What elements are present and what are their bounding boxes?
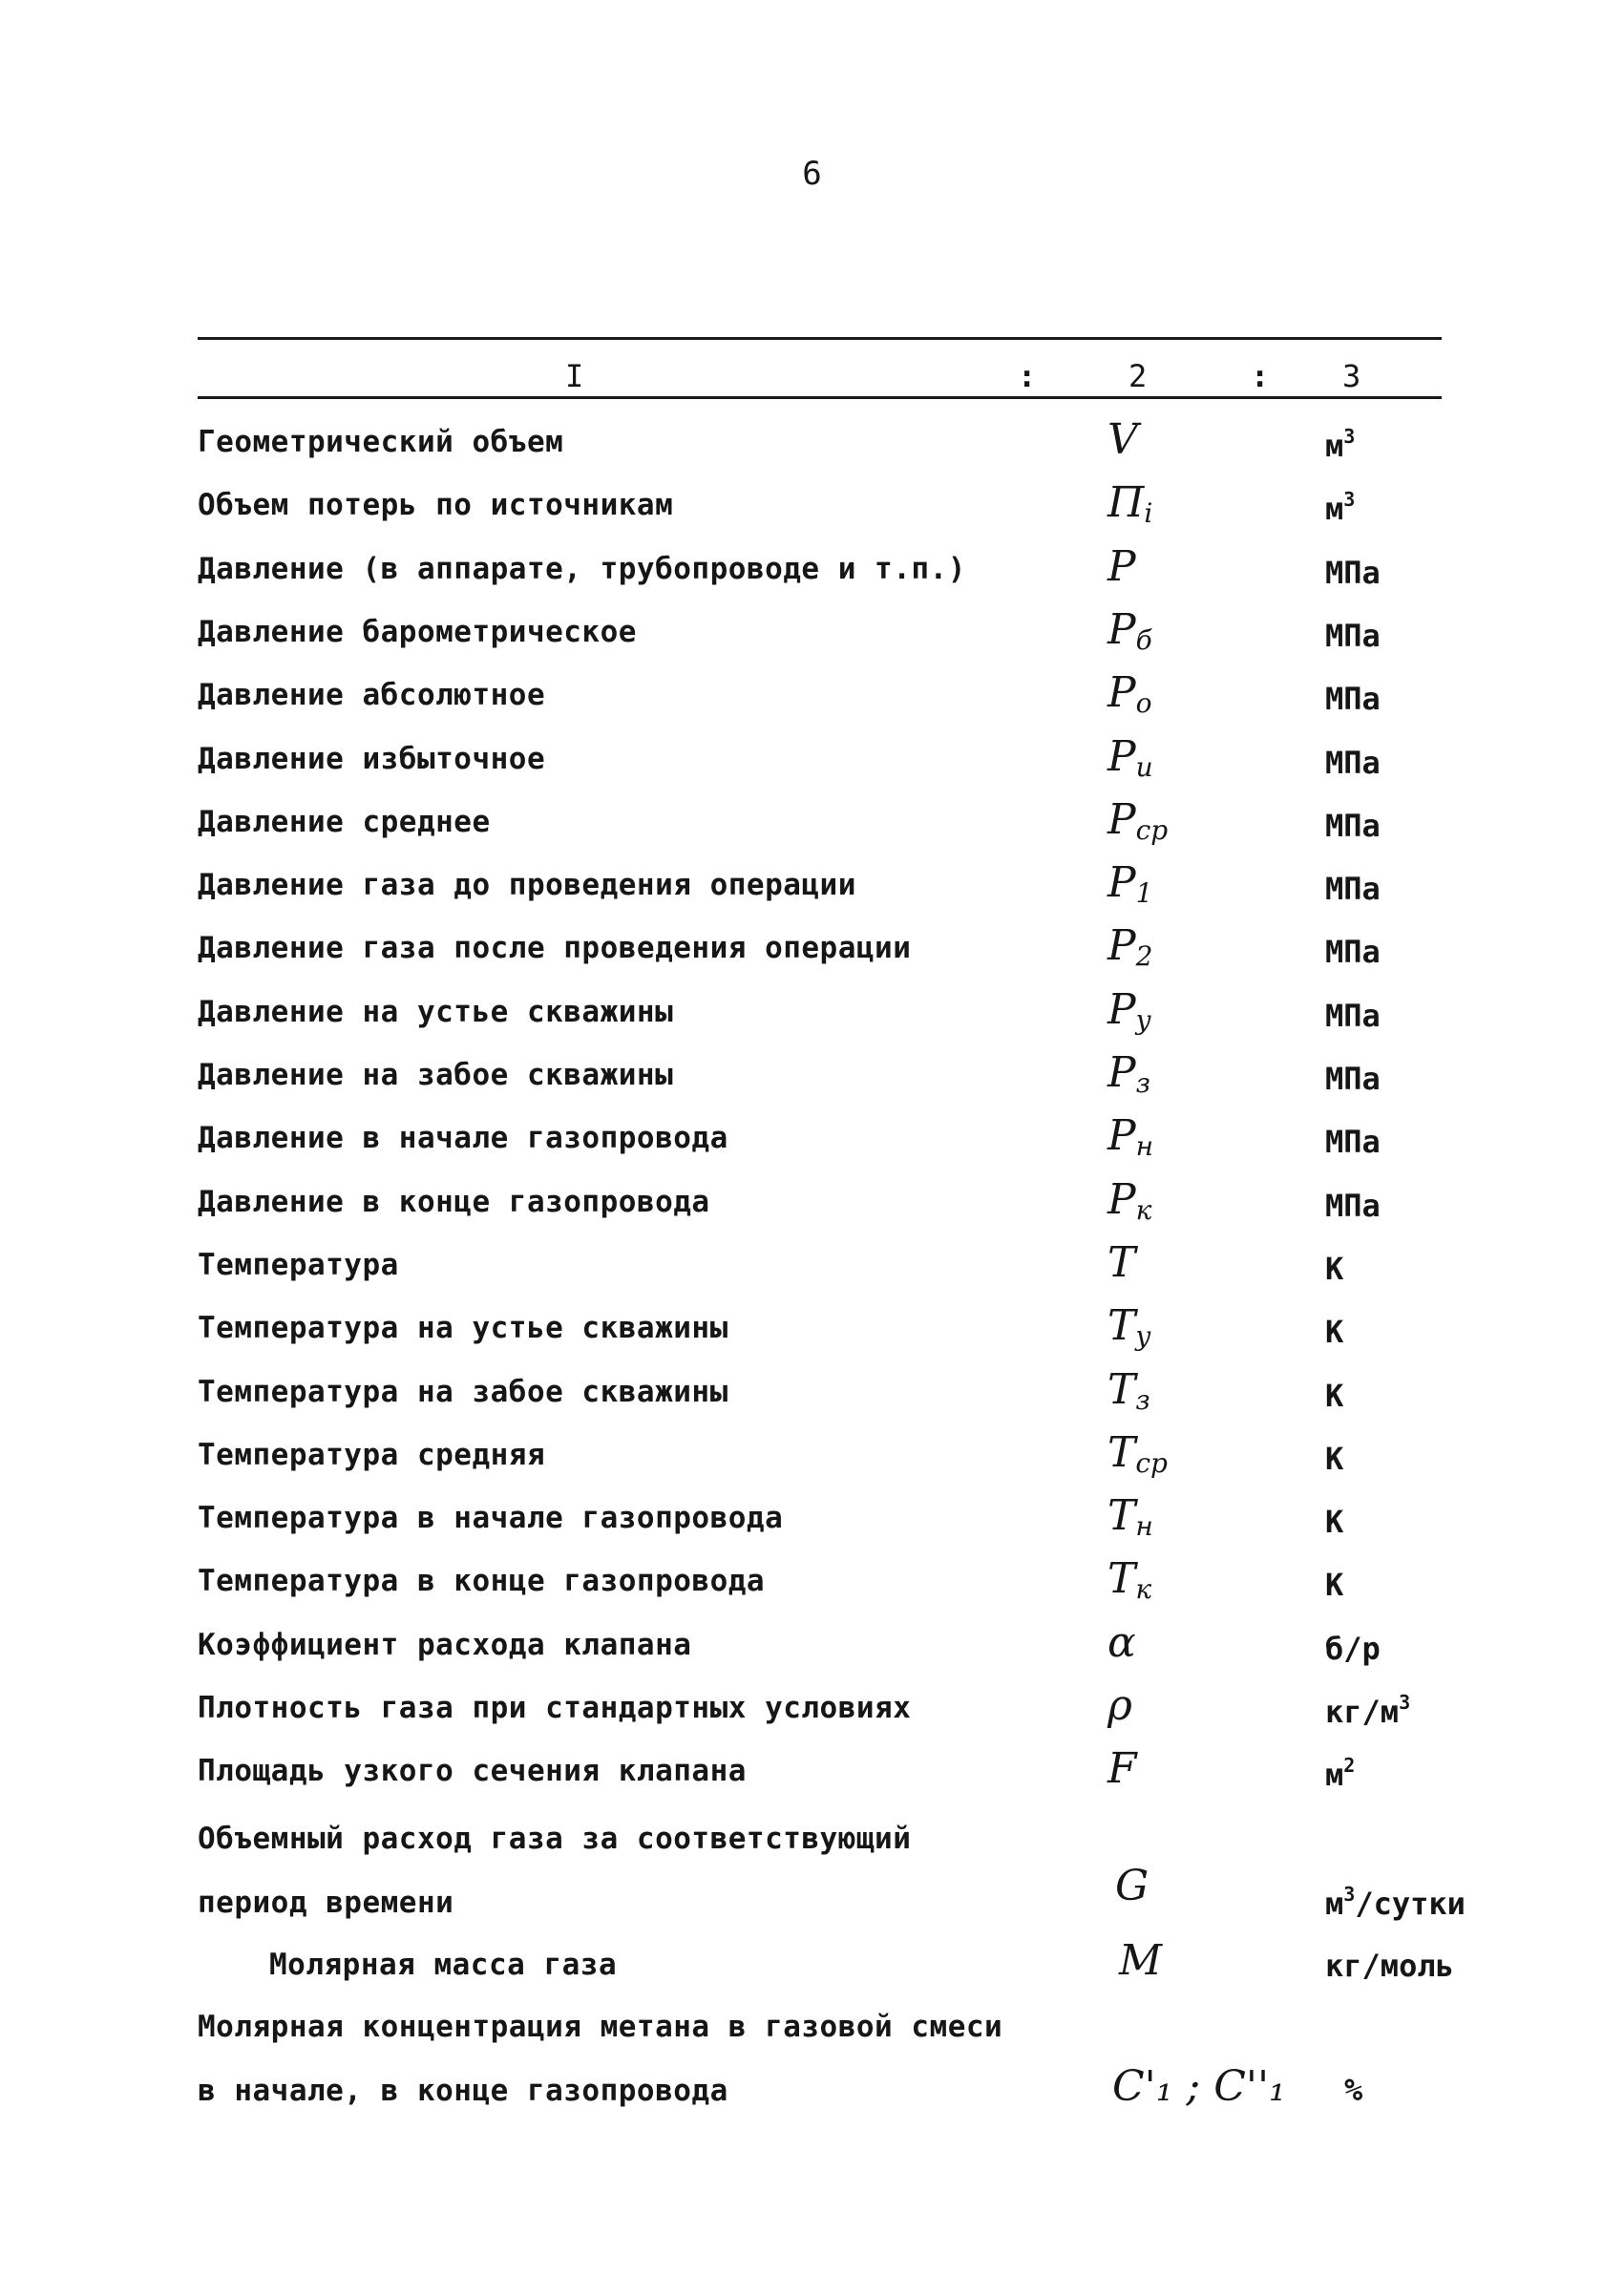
row-symbol: T xyxy=(1107,1237,1136,1287)
row-unit: $м^3$ xyxy=(1325,488,1356,528)
row-unit: МПа xyxy=(1325,1187,1381,1224)
row-symbol: $T_{ср}$ xyxy=(1107,1427,1168,1479)
row-label: Температура в конце газопровода xyxy=(198,1564,766,1599)
row-unit: МПа xyxy=(1325,997,1381,1034)
row-unit: МПа xyxy=(1325,744,1381,781)
molar-mass-symbol: M xyxy=(1119,1936,1163,1985)
row-symbol: $P_з$ xyxy=(1107,1048,1150,1099)
row-unit: МПа xyxy=(1325,807,1381,844)
row-label: Давление в начале газопровода xyxy=(198,1121,728,1156)
row-label: Давление абсолютное xyxy=(198,678,546,713)
row-label: Давление на устье скважины xyxy=(198,994,674,1029)
row-unit: МПа xyxy=(1325,1124,1381,1161)
row-label: Температура на забое скважины xyxy=(198,1374,728,1409)
concentration-label-line1: Молярная концентрация метана в газовой смеси xyxy=(198,2010,1003,2044)
row-label: Давление среднее xyxy=(198,804,491,839)
gas-flow-label-line1: Объемный расход газа за соответствующий xyxy=(198,1822,912,1856)
row-symbol: $P_и$ xyxy=(1107,731,1153,783)
row-unit: $м^2$ xyxy=(1325,1754,1356,1794)
gas-flow-symbol: G xyxy=(1115,1862,1149,1910)
column-separator: : xyxy=(1018,358,1037,394)
row-symbol: $P_2$ xyxy=(1107,921,1153,973)
column-header-1: I xyxy=(565,358,584,394)
column-header-3: 3 xyxy=(1342,358,1361,394)
row-symbol: $П_i$ xyxy=(1107,478,1153,530)
table-header-rule xyxy=(198,396,1442,399)
row-label: Давление на забое скважины xyxy=(198,1058,674,1092)
row-unit: К xyxy=(1325,1250,1344,1287)
row-unit: МПа xyxy=(1325,1061,1381,1097)
gas-flow-unit: $м^3$/сутки xyxy=(1325,1883,1466,1922)
row-unit: МПа xyxy=(1325,554,1381,591)
gas-flow-label-line2: период времени xyxy=(198,1886,454,1920)
concentration-symbol: C'₁ ; C''₁ xyxy=(1112,2062,1286,2111)
row-symbol: $P_б$ xyxy=(1107,604,1152,656)
concentration-unit: % xyxy=(1344,2072,1363,2108)
row-symbol: α xyxy=(1107,1617,1136,1667)
row-unit: МПа xyxy=(1325,617,1381,654)
row-unit: $м^3$ xyxy=(1325,425,1356,464)
row-symbol: V xyxy=(1107,415,1138,464)
row-symbol: $T_к$ xyxy=(1107,1554,1152,1606)
table-top-rule xyxy=(198,337,1442,340)
row-symbol: $T_з$ xyxy=(1107,1364,1150,1416)
row-label: Геометрический объем xyxy=(198,425,564,459)
row-label: Температура xyxy=(198,1247,399,1282)
row-symbol: $P_к$ xyxy=(1107,1174,1152,1226)
row-symbol: $P_{ср}$ xyxy=(1107,794,1169,846)
row-label: Давление газа после проведения операции xyxy=(198,931,912,966)
row-unit: К xyxy=(1325,1314,1344,1351)
row-label: Температура средняя xyxy=(198,1437,546,1472)
row-unit: К xyxy=(1325,1504,1344,1541)
row-label: Давление газа до проведения операции xyxy=(198,868,856,903)
row-label: Коэффициент расхода клапана xyxy=(198,1627,692,1662)
row-symbol: $P_о$ xyxy=(1107,668,1152,720)
row-label: Давление в конце газопровода xyxy=(198,1184,710,1219)
row-symbol: $T_н$ xyxy=(1107,1491,1153,1543)
row-unit: б/р xyxy=(1325,1630,1381,1667)
row-label: Температура в начале газопровода xyxy=(198,1501,784,1536)
page-number: 6 xyxy=(802,155,822,193)
row-unit: $кг/м^3$ xyxy=(1325,1691,1411,1730)
row-symbol: ρ xyxy=(1107,1681,1132,1730)
row-symbol: $P_н$ xyxy=(1107,1111,1154,1163)
column-separator: : xyxy=(1251,358,1270,394)
row-unit: К xyxy=(1325,1377,1344,1414)
row-symbol: $P_у$ xyxy=(1107,984,1151,1036)
column-header-2: 2 xyxy=(1128,358,1148,394)
row-label: Давление избыточное xyxy=(198,741,546,776)
row-symbol: $P_1$ xyxy=(1107,858,1153,910)
row-label: Температура на устье скважины xyxy=(198,1311,728,1346)
row-unit: К xyxy=(1325,1440,1344,1477)
row-symbol: $T_у$ xyxy=(1107,1301,1151,1353)
row-symbol: P xyxy=(1107,541,1136,591)
row-unit: К xyxy=(1325,1567,1344,1604)
concentration-label-line2: в начале, в конце газопровода xyxy=(198,2074,728,2108)
row-unit: МПа xyxy=(1325,934,1381,971)
molar-mass-label: Молярная масса газа xyxy=(269,1948,618,1982)
row-symbol: F xyxy=(1107,1744,1137,1794)
row-label: Объем потерь по источникам xyxy=(198,488,674,523)
row-label: Давление (в аппарате, трубопроводе и т.п.) xyxy=(198,551,966,586)
row-unit: МПа xyxy=(1325,681,1381,718)
row-label: Давление барометрическое xyxy=(198,614,637,649)
row-label: Плотность газа при стандартных условиях xyxy=(198,1691,912,1725)
molar-mass-unit: кг/моль xyxy=(1325,1948,1454,1984)
row-unit: МПа xyxy=(1325,871,1381,908)
row-label: Площадь узкого сечения клапана xyxy=(198,1754,747,1789)
